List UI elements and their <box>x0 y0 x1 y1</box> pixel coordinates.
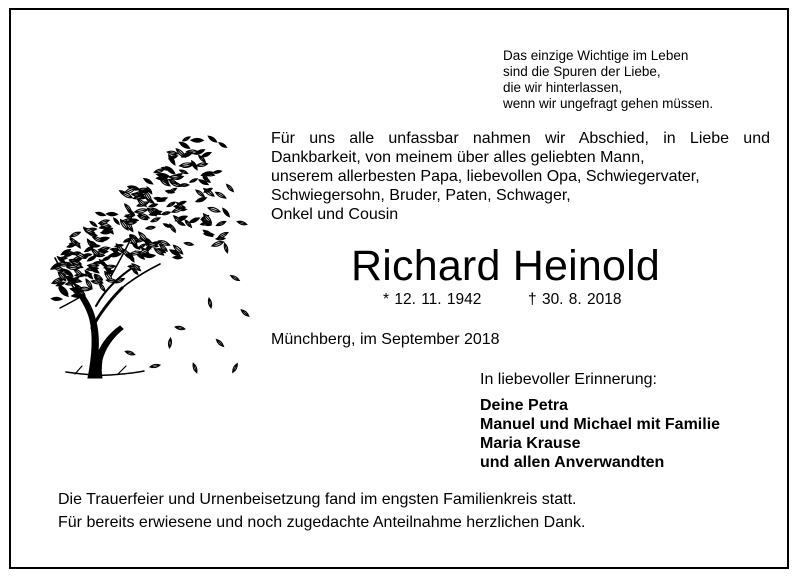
poem-line: wenn wir ungefragt gehen müssen. <box>503 96 714 111</box>
intro-text <box>271 129 771 224</box>
closing-line: Die Trauerfeier und Urnenbeisetzung fand im engsten Familienkreis statt. <box>58 491 577 508</box>
mourner-name: Deine Petra <box>480 397 569 414</box>
closing-line: Für bereits erwiesene und noch zugedachte Anteilnahme herzlichen Dank. <box>58 514 586 531</box>
death-date: † 30. 8. 2018 <box>528 291 622 308</box>
mourners-list <box>480 396 720 472</box>
intro-line: Onkel und Cousin <box>271 206 399 223</box>
birth-date: * 12. 11. 1942 <box>383 291 482 308</box>
wind-blown-tree-icon <box>30 128 260 388</box>
intro-line: Für uns alle unfassbar nahmen wir Abschied, in Liebe und <box>271 130 770 147</box>
intro-line: Schwiegersohn, Bruder, Paten, Schwager, <box>271 187 571 204</box>
mourner-name: Manuel und Michael mit Familie <box>480 416 721 433</box>
intro-line: unserem allerbesten Papa, liebevollen Opa, Schwiegervater, <box>271 168 700 185</box>
poem-line: sind die Spuren der Liebe, <box>503 64 661 79</box>
mourners-label: In liebevoller Erinnerung: <box>480 371 657 388</box>
place-date: Münchberg, im September 2018 <box>271 331 500 348</box>
poem-line: Das einzige Wichtige im Leben <box>503 48 689 63</box>
life-dates <box>383 291 622 309</box>
mourner-name: Maria Krause <box>480 435 581 452</box>
intro-line: Dankbarkeit, von meinem über alles geliebten Mann, <box>271 149 645 166</box>
poem-line: die wir hinterlassen, <box>503 80 623 95</box>
mourner-name: und allen Anverwandten <box>480 454 665 471</box>
closing-text <box>58 488 585 534</box>
deceased-name: Richard Heinold <box>351 242 660 290</box>
poem-quote <box>503 48 713 112</box>
